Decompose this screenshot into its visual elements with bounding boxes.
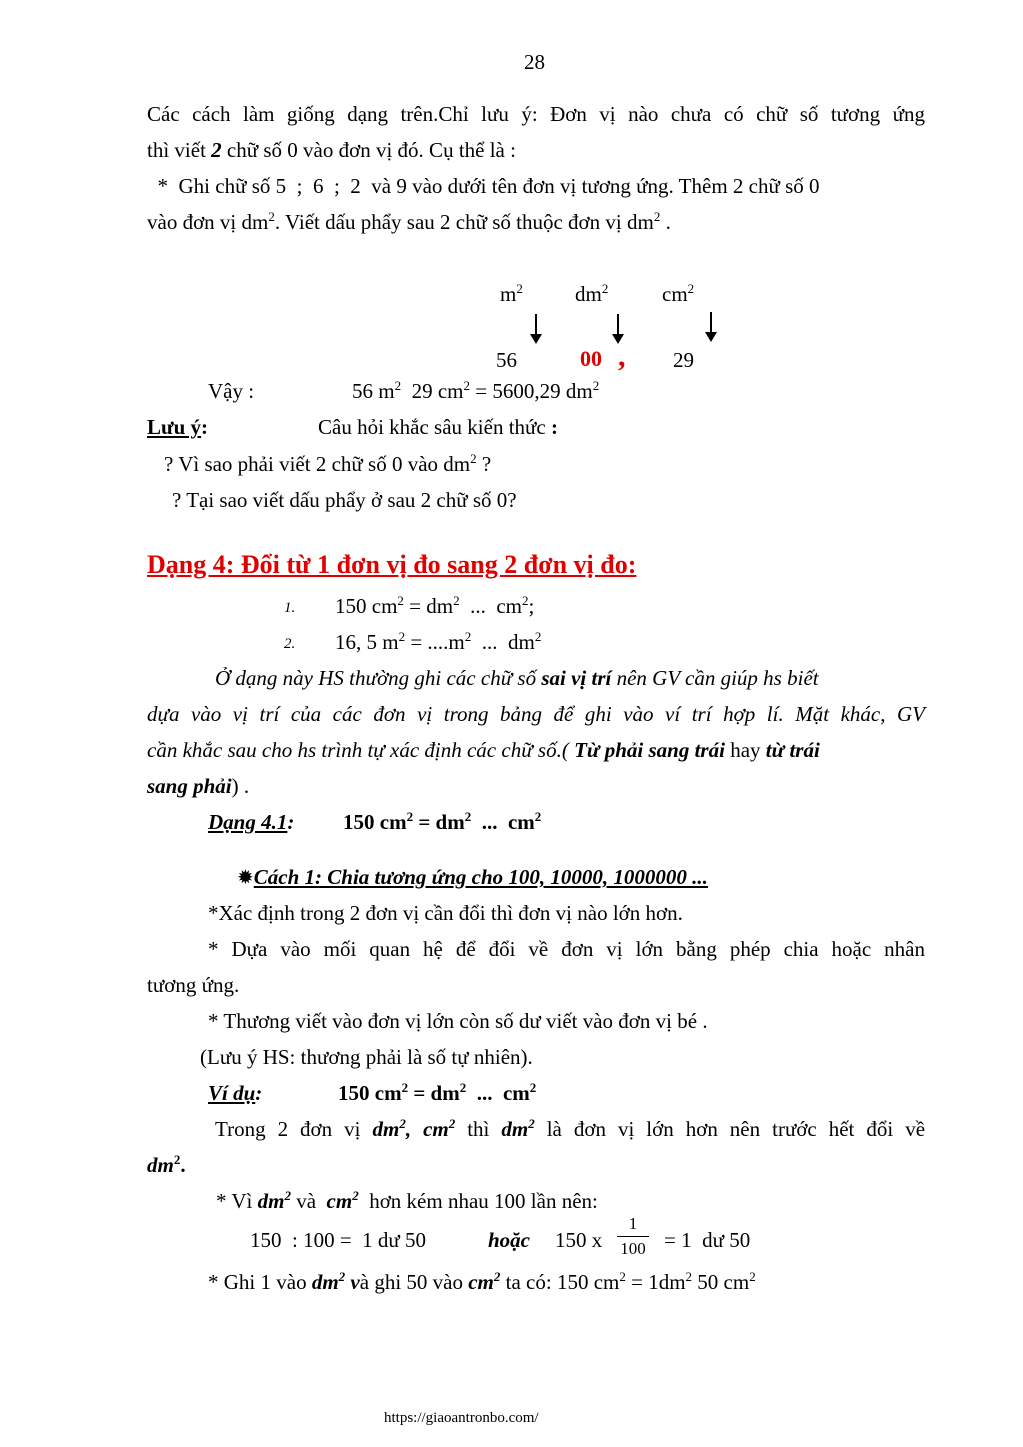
- italic-paragraph-line: Ở dạng này HS thường ghi các chữ số sai vị trí nên GV cần giúp hs biết: [215, 666, 819, 690]
- list-number: 1.: [284, 600, 296, 616]
- multiplication-result: = 1 dư 50: [664, 1228, 751, 1252]
- unit-dm2: $dm^2$: [575, 281, 609, 306]
- footer-url[interactable]: https://giaoantronbo.com/: [384, 1410, 539, 1426]
- fraction: [617, 1214, 649, 1259]
- italic-paragraph-line: sang phải) .: [147, 774, 250, 798]
- question-1: ? Vì sao phải viết 2 chữ số 0 vào $dm^2$ ?: [164, 451, 492, 476]
- dang-41-equation: 150 $cm^2 = dm^2$ ... $cm^2$: [343, 809, 542, 834]
- digits-29: 29: [673, 348, 694, 372]
- superscript: 2: [653, 209, 661, 224]
- hoac-word: hoặc: [488, 1228, 530, 1252]
- result-line: * Ghi 1 vào $dm^2$ và ghi 50 vào $cm^2$ ta có: 150 $cm^2 = 1dm^2$ 50 $cm^2$: [208, 1269, 756, 1294]
- rule-line: * Dựa vào mối quan hệ để đổi về đơn vị lớn bằng phép chia hoặc nhân: [208, 937, 925, 961]
- decimal-comma: ,: [618, 340, 626, 373]
- explanation-line: Trong 2 đơn vị $dm^2$, $cm^2$ thì $dm^2$ là đơn vị lớn hơn nên trước hết đổi về: [215, 1116, 926, 1141]
- unit-cm2: $cm^2$: [662, 281, 695, 306]
- digits-zeros: 00: [580, 346, 602, 371]
- unit-m2: $m^2$: [500, 281, 523, 306]
- vi-du-equation: 150 $cm^2 = dm^2$ ... $cm^2$: [338, 1080, 537, 1105]
- question-2: ? Tại sao viết dấu phẩy ở sau 2 chữ số 0?: [172, 488, 517, 512]
- multiplication-calc: 150 x: [555, 1228, 603, 1252]
- arrow-down-icon: [535, 314, 537, 336]
- rule-line: (Lưu ý HS: thương phải là số tự nhiên).: [200, 1045, 533, 1069]
- superscript: 2: [268, 209, 275, 224]
- italic-paragraph-line: dựa vào vị trí của các đơn vị trong bảng để ghi vào ví trí hợp lí. Mặt khác, GV: [147, 702, 925, 726]
- list-number: 2.: [284, 636, 296, 652]
- italic-paragraph-line: cần khắc sau cho hs trình tự xác định các chữ số.( Từ phải sang trái hay từ trái: [147, 738, 820, 762]
- text: thì viết: [147, 138, 212, 162]
- arrow-down-icon: [710, 312, 712, 334]
- paragraph-line: [147, 210, 925, 235]
- rule-line: *Xác định trong 2 đơn vị cần đổi thì đơn vị nào lớn hơn.: [208, 901, 683, 925]
- division-calc: 150 : 100 = 1 dư 50: [250, 1228, 427, 1252]
- arrow-down-icon: [617, 314, 619, 336]
- fraction-denominator: 100: [620, 1239, 646, 1258]
- text: . Viết dấu phẩy sau 2 chữ số thuộc đơn vị dm: [274, 210, 654, 234]
- vi-du-label: Ví dụ:: [208, 1081, 263, 1105]
- luu-y-text: Câu hỏi khắc sâu kiến thức :: [318, 415, 558, 439]
- vay-label: Vậy :: [208, 379, 255, 403]
- section-heading: Dạng 4: Đổi từ 1 đơn vị đo sang 2 đơn vị đo:: [147, 550, 637, 579]
- dang-41-label: Dạng 4.1:: [208, 810, 295, 834]
- page-number: 28: [524, 50, 545, 74]
- text: .: [660, 210, 671, 234]
- paragraph-line: * Ghi chữ số 5 ; 6 ; 2 và 9 vào dưới tên đơn vị tương ứng. Thêm 2 chữ số 0: [147, 174, 820, 198]
- paragraph-line: [147, 138, 925, 163]
- example-1: 150 $cm^2 = dm^2$ ... $cm^2$;: [335, 593, 535, 618]
- paragraph-line: Các cách làm giống dạng trên.Chỉ lưu ý: Đơn vị nào chưa có chữ số tương ứng: [147, 102, 925, 126]
- rule-line: tương ứng.: [147, 973, 240, 997]
- digits-56: 56: [496, 348, 517, 372]
- example-2: 16, 5 $m^2 = ....m^2$ ... $dm^2$: [335, 629, 542, 654]
- text: chữ số 0 vào đơn vị đó. Cụ thể là :: [221, 138, 516, 162]
- text: vào đơn vị dm: [147, 210, 269, 234]
- luu-y-label: Lưu ý:: [147, 415, 209, 439]
- vay-equation: 56 $m^2$ 29 $cm^2 = 5600,29$ $dm^2$: [352, 378, 600, 403]
- star-icon: ✹: [237, 867, 254, 889]
- text: 2: [211, 138, 222, 162]
- explanation-line: $dm^2$.: [147, 1152, 186, 1177]
- fraction-numerator: 1: [628, 1214, 638, 1233]
- rule-line: * Thương viết vào đơn vị lớn còn số dư viết vào đơn vị bé .: [208, 1009, 708, 1033]
- cach-1-heading: ✹Cách 1: Chia tương ứng cho 100, 10000, 1000000 ...: [237, 865, 708, 889]
- because-line: * Vì $dm^2$ và $cm^2$ hơn kém nhau 100 lần nên:: [216, 1188, 598, 1213]
